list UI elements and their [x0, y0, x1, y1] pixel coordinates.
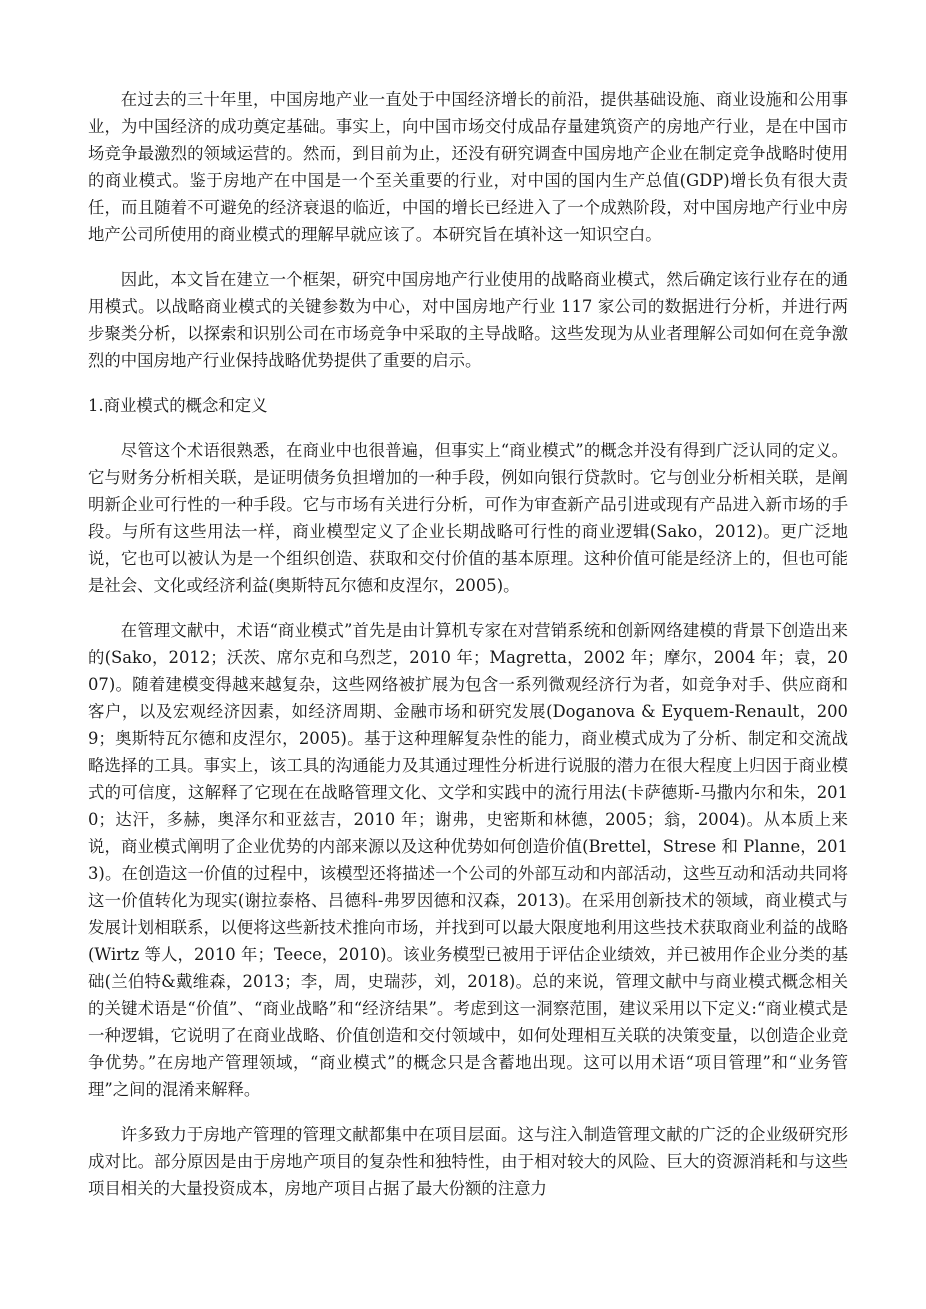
paragraph-intro: 在过去的三十年里，中国房地产业一直处于中国经济增长的前沿，提供基础设施、商业设施和公用事业，为中国经济的成功奠定基础。事实上，向中国市场交付成品存量建筑资产的房地产行业，是在中国市场竞争最激烈的领域运营的。然而，到目前为止，还没有研究调查中国房地产企业在制定竞争战略时使用的商业模式。鉴于房地产在中国是一个至关重要的行业，对中国的国内生产总值(GDP)增长负有很大责任，而且随着不可避免的经济衰退的临近，中国的增长已经进入了一个成熟阶段，对中国房地产行业中房地产公司所使用的商业模式的理解早就应该了。本研究旨在填补这一知识空白。 — [88, 90, 848, 244]
paragraph-real-estate: 许多致力于房地产管理的管理文献都集中在项目层面。这与注入制造管理文献的广泛的企业级研究形成对比。部分原因是由于房地产项目的复杂性和独特性，由于相对较大的风险、巨大的资源消耗和与这些项目相关的大量投资成本，房地产项目占据了最大份额的注意力 — [88, 1125, 848, 1198]
paragraph-definition: 尽管这个术语很熟悉，在商业中也很普遍，但事实上“商业模式”的概念并没有得到广泛认同的定义。它与财务分析相关联，是证明债务负担增加的一种手段，例如向银行贷款时。它与创业分析相关联，是阐明新企业可行性的一种手段。它与市场有关进行分析，可作为审查新产品引进或现有产品进入新市场的手段。与所有这些用法一样，商业模型定义了企业长期战略可行性的商业逻辑(Sako，2012)。更广泛地说，它也可以被认为是一个组织创造、获取和交付价值的基本原理。这种价值可能是经济上的，但也可能是社会、文化或经济利益(奥斯特瓦尔德和皮涅尔，2005)。 — [88, 441, 848, 595]
document-page — [88, 86, 848, 1220]
paragraph-purpose: 因此，本文旨在建立一个框架，研究中国房地产行业使用的战略商业模式，然后确定该行业存在的通用模式。以战略商业模式的关键参数为中心，对中国房地产行业 117 家公司的数据进行分析，并进行两步聚类分析，以探索和识别公司在市场竞争中采取的主导战略。这些发现为从业者理解公司如何在竞争激烈的中国房地产行业保持战略优势提供了重要的启示。 — [88, 270, 848, 370]
paragraph-literature: 在管理文献中，术语“商业模式”首先是由计算机专家在对营销系统和创新网络建模的背景下创造出来的(Sako，2012；沃茨、席尔克和乌烈芝，2010 年；Magretta，2002 年；摩尔，2004 年；袁，2007)。随着建模变得越来越复杂，这些网络被扩展为包含一系列微观经济行为者，如竞争对手、供应商和客户，以及宏观经济因素，如经济周期、金融市场和研究发展(Doganova & Eyquem-Renault，2009；奥斯特瓦尔德和皮涅尔，2005)。基于这种理解复杂性的能力，商业模式成为了分析、制定和交流战略选择的工具。事实上，该工具的沟通能力及其通过理性分析进行说服的潜力在很大程度上归因于商业模式的可信度，这解释了它现在在战略管理文化、文学和实践中的流行用法(卡萨德斯-马撒内尔和朱，2010；达汗，多赫，奥泽尔和亚兹吉，2010 年；谢弗，史密斯和林德，2005；翁，2004)。从本质上来说，商业模式阐明了企业优势的内部来源以及这种优势如何创造价值(Brettel，Strese 和 Planne，2013)。在创造这一价值的过程中，该模型还将描述一个公司的外部互动和内部活动，这些互动和活动共同将这一价值转化为现实(谢拉泰格、吕德科-弗罗因德和汉森，2013)。在采用创新技术的领域，商业模式与发展计划相联系，以便将这些新技术推向市场，并找到可以最大限度地利用这些技术获取商业利益的战略(Wirtz 等人，2010 年；Teece，2010)。该业务模型已被用于评估企业绩效，并已被用作企业分类的基础(兰伯特&戴维森，2013；李，周，史瑞莎，刘，2018)。总的来说，管理文献中与商业模式概念相关的关键术语是“价值”、“商业战略”和“经济结果”。考虑到这一洞察范围，建议采用以下定义:“商业模式是一种逻辑，它说明了在商业战略、价值创造和交付领域中，如何处理相互关联的决策变量，以创造企业竞争优势。”在房地产管理领域，“商业模式”的概念只是含蓄地出现。这可以用术语“项目管理”和“业务管理”之间的混淆来解释。 — [88, 621, 848, 1099]
section-heading: 1.商业模式的概念和定义 — [88, 396, 268, 415]
